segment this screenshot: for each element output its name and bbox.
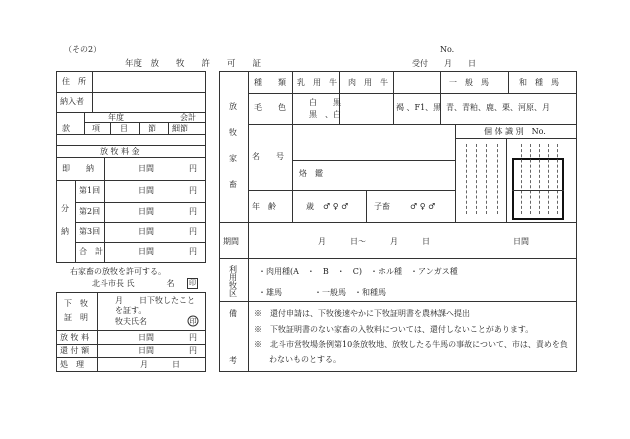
release-text: 月 日下牧したこと [115,296,195,305]
payer-label: 納入者 [60,97,84,106]
mayor-name: 北斗市長 氏 名 [92,279,175,288]
installment-label: 分 [61,204,69,213]
seal-box: 印 [189,279,196,287]
yen-label: 円 [189,186,197,195]
area-label: 区 [229,289,237,298]
disposal-date: 月 日 [140,360,180,369]
grazing-fee-label: 放 牧 料 [60,333,90,342]
color-horse: 青、青粕、鹿、栗、河原、月 [446,103,550,112]
refund-label: 還 付 額 [60,346,90,355]
child-label: 子畜 [374,202,390,211]
number-label: No. [440,45,455,54]
section-label: 放 [229,102,237,111]
budget-item: 細節 [172,124,188,133]
note-item: ※ 北斗市営牧場条例第10条放牧地、放牧したる牛馬の事故について、市は、責めを負 [254,340,568,349]
yen-label: 円 [189,207,197,216]
account-label: 会計 [180,113,196,122]
kind-label: 種 類 [254,78,286,87]
installment-row-label: 第3回 [79,227,101,236]
color-beef: 褐 、F1、黒 [396,103,442,112]
budget-item: 款 [62,124,70,133]
installment-label: 納 [61,227,69,236]
id-header: 個 体 識 別 No. [484,127,546,136]
left-panel [0,0,1,1]
installment-row-label: 第2回 [79,207,101,216]
fee-title: 放 牧 料 金 [100,147,140,156]
kind-dairy: 乳 用 牛 [297,78,337,87]
budget-item: 節 [148,124,156,133]
area-label: 牧 [229,281,237,290]
seal-icon [187,315,199,327]
disposal-label: 処 理 [60,360,84,369]
yen-label: 円 [189,247,197,256]
yen-label: 円 [189,164,197,173]
area-options: ・肉用種(A ・ B ・ C) ・ホル種 ・アンガス種 [258,267,458,276]
section-label: 家 [229,154,237,163]
total-label: 合 計 [79,247,103,256]
days-label: 日間 [138,346,154,355]
gender-marks: ♂ ♀ ♂ [323,202,349,211]
color-label: 毛 色 [254,103,286,112]
installment-row-label: 第1回 [79,186,101,195]
notes-label: 考 [229,356,237,365]
release-label: 下 牧 [64,299,88,308]
fiscal-year-label: 年度 [108,113,124,122]
yen-label: 円 [189,227,197,236]
brand-label: 烙 鑑 [299,169,323,178]
section-label: 牧 [229,128,237,137]
color-dairy: 黒 、白 [309,110,341,119]
page-label: （その2） [64,45,102,54]
yen-label: 円 [189,346,197,355]
note-item: ※ 還付申請は、下牧後速やかに下牧証明書を農林課へ提出 [254,309,470,318]
release-label: 証 明 [64,313,88,322]
name-label: 名 号 [252,152,284,161]
days-label: 日間 [138,207,154,216]
yen-label: 円 [189,333,197,342]
area-label: 用 [229,273,237,282]
days-label: 日間 [138,186,154,195]
kind-native-horse: 和 種 馬 [519,78,559,87]
period-days: 日間 [513,237,529,246]
kind-beef: 肉 用 牛 [348,78,388,87]
period-range: 月 日～ 月 日 [318,237,430,246]
days-label: 日間 [138,333,154,342]
seal-glyph: 印 [189,317,197,326]
receipt-date: 受付 月 日 [412,59,476,68]
period-label: 期間 [223,237,239,246]
page-title: 年度 放 牧 許 可 証 [125,59,262,69]
area-label: 利 [229,265,237,274]
permit-text: 右家畜の放牧を許可する。 [70,267,166,276]
color-dairy: 白 黒 [309,98,341,107]
section-label: 畜 [229,180,237,189]
address-label: 住 所 [62,77,86,86]
age-label: 年 齢 [252,202,276,211]
release-text: を証す。 [115,306,147,315]
age-unit: 歳 [306,202,314,211]
child-gender-marks: ♂ ♀ ♂ [410,202,436,211]
days-label: 日間 [138,227,154,236]
notes-label: 備 [229,309,237,318]
lump-sum-label: 即 納 [62,164,94,173]
note-item: わないものとする。 [269,355,341,364]
budget-item: 目 [120,124,128,133]
days-label: 日間 [138,164,154,173]
budget-item: 項 [92,124,100,133]
herder-name-label: 牧夫氏名 [115,317,147,326]
kind-horse: 一 般 馬 [449,78,489,87]
area-options: ・雄馬 ・一般馬 ・和種馬 [258,288,386,297]
note-item: ※ 下牧証明書のない家畜の入牧料については、還付しないことがあります。 [254,325,534,334]
days-label: 日間 [138,247,154,256]
